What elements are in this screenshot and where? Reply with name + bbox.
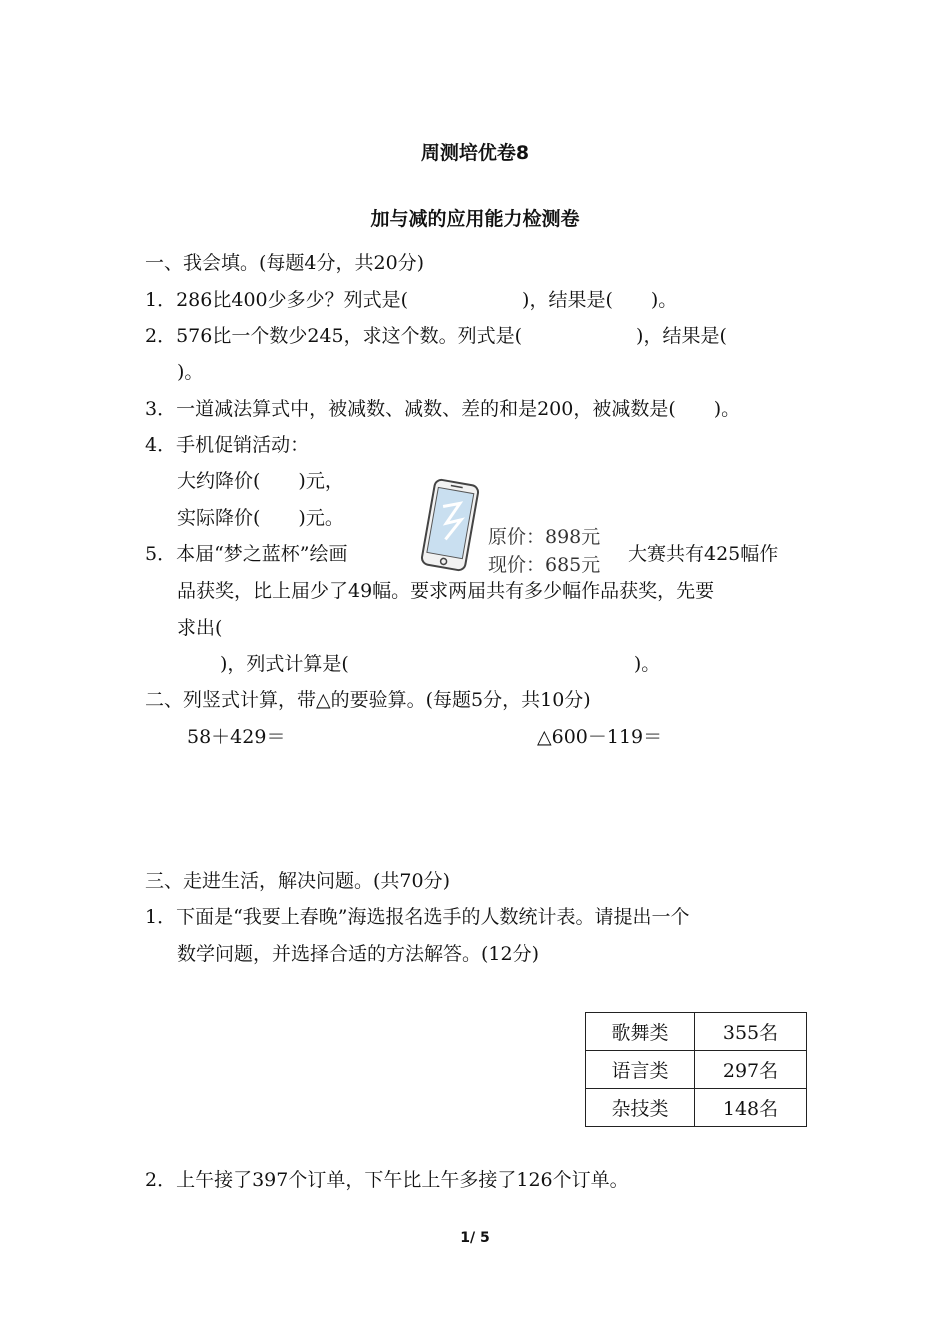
- question-1-2-line1: 2．576比一个数少245，求这个数。列式是( )，结果是(: [145, 325, 727, 347]
- table-cell-count: 148名: [695, 1089, 807, 1127]
- question-1-5-line2: 品获奖，比上届少了49幅。要求两届共有多少幅作品获奖，先要: [177, 580, 715, 602]
- question-1-4-b: 实际降价( )元。: [177, 507, 344, 529]
- original-price: 原价：898元: [488, 526, 601, 548]
- table-row: [586, 1089, 807, 1127]
- table-row: [586, 1051, 807, 1089]
- question-1-5-line1b: 大赛共有425幅作: [628, 543, 779, 565]
- calc-2: △600－119＝: [537, 726, 663, 748]
- table-cell-count: 355名: [695, 1013, 807, 1051]
- question-1-3: 3．一道减法算式中，被减数、减数、差的和是200，被减数是( )。: [145, 398, 741, 420]
- phone-icon: [418, 478, 482, 572]
- signup-stats-table: [585, 1012, 807, 1127]
- page-title: 周测培优卷8: [420, 142, 530, 164]
- table-cell-count: 297名: [695, 1051, 807, 1089]
- question-1-5-line4: )，列式计算是( )。: [220, 653, 661, 675]
- current-price: 现价：685元: [488, 554, 601, 576]
- question-1-2-line2: )。: [177, 361, 204, 383]
- question-1-4-a: 大约降价( )元，: [177, 470, 344, 492]
- section2-heading: 二、列竖式计算，带△的要验算。(每题5分，共10分): [145, 689, 591, 711]
- question-3-2: 2．上午接了397个订单，下午比上午多接了126个订单。: [145, 1169, 629, 1191]
- page-subtitle: 加与减的应用能力检测卷: [370, 208, 580, 230]
- section1-heading: 一、我会填。(每题4分，共20分): [145, 252, 425, 274]
- question-1-4: 4．手机促销活动：: [145, 434, 310, 456]
- table-row: [586, 1013, 807, 1051]
- question-3-1-line2: 数学问题，并选择合适的方法解答。(12分): [177, 943, 540, 965]
- question-1-1: 1．286比400少多少？列式是( )，结果是( )。: [145, 289, 678, 311]
- question-1-5-line3: 求出(: [177, 617, 223, 639]
- table-cell-category: 语言类: [586, 1051, 695, 1089]
- table-cell-category: 杂技类: [586, 1089, 695, 1127]
- page-number: 1/ 5: [460, 1230, 490, 1246]
- calc-1: 58＋429＝: [187, 726, 286, 748]
- section3-heading: 三、走进生活，解决问题。(共70分): [145, 870, 451, 892]
- question-1-5-line1a: 5．本届“梦之蓝杯”绘画: [145, 543, 348, 565]
- question-3-1-line1: 1．下面是“我要上春晚”海选报名选手的人数统计表。请提出一个: [145, 906, 690, 928]
- table-cell-category: 歌舞类: [586, 1013, 695, 1051]
